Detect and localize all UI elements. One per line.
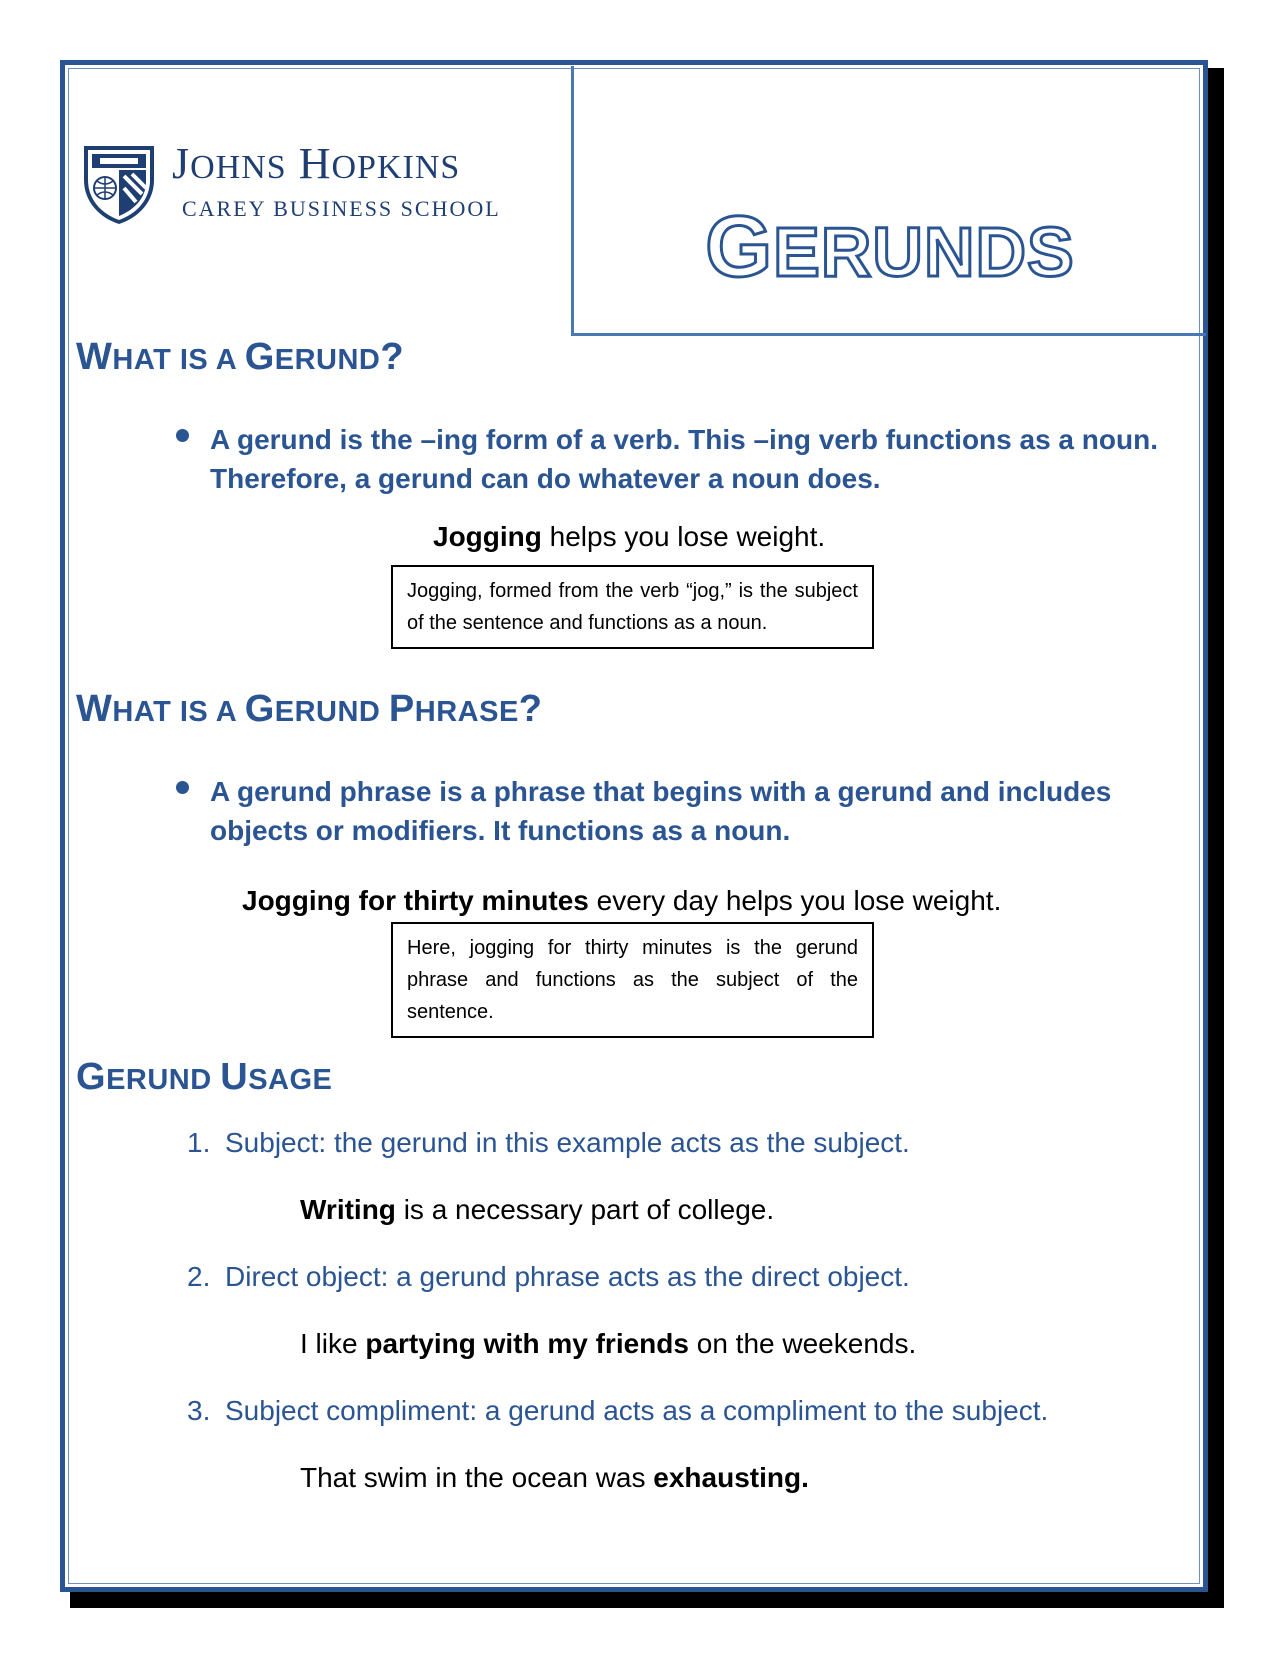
usage-example-subject-compliment: That swim in the ocean was exhausting.: [300, 1462, 809, 1493]
heading-what-is-gerund-phrase: WHAT IS A GERUND PHRASE?: [76, 688, 543, 730]
heading-gerund-usage: GERUND USAGE: [76, 1056, 333, 1098]
explanation-box: Jogging, formed from the verb “jog,” is the subject of the sentence and functions as a noun.: [391, 565, 874, 649]
example-sentence: Jogging for thirty minutes every day helps you lose weight.: [242, 885, 1002, 916]
title-box: [571, 66, 1206, 336]
usage-example-direct-object: I like partying with my friends on the weekends.: [300, 1328, 917, 1359]
bullet-text: A gerund is the –ing form of a verb. This –ing verb functions as a noun. Therefore, a gerund can do whatever a noun does.: [210, 424, 1158, 494]
usage-example-subject: Writing is a necessary part of college.: [300, 1194, 775, 1225]
usage-item-subject-compliment: 3. Subject compliment: a gerund acts as a compliment to the subject.: [187, 1395, 1049, 1426]
heading-what-is-gerund: WHAT IS A GERUND?: [76, 336, 405, 378]
bullet-icon: [176, 429, 189, 442]
logo-subtitle: CAREY BUSINESS SCHOOL: [182, 196, 501, 221]
example-sentence: Jogging helps you lose weight.: [433, 521, 826, 552]
explanation-box: Here, jogging for thirty minutes is the gerund phrase and functions as the subject of the sentence.: [391, 922, 874, 1038]
bullet-text: A gerund phrase is a phrase that begins with a gerund and includes objects or modifiers. It functions as a noun.: [210, 776, 1112, 846]
usage-item-subject: 1. Subject: the gerund in this example acts as the subject.: [187, 1127, 910, 1158]
school-logo: [80, 140, 520, 230]
bullet-icon: [176, 781, 189, 794]
usage-item-direct-object: 2. Direct object: a gerund phrase acts as the direct object.: [187, 1261, 910, 1292]
page-title: GERUNDS: [705, 199, 1075, 295]
logo-wordmark: JOHNS HOPKINS: [172, 139, 461, 188]
shield-icon: [80, 140, 158, 226]
